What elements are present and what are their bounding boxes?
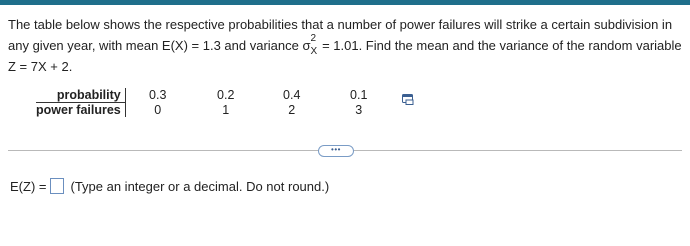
problem-line-1: The table below shows the respective probabilities that a number of power failures will strike a certain subdivision in — [8, 17, 673, 32]
answer-hint: (Type an integer or a decimal. Do not round.) — [70, 178, 330, 194]
table-cell: 0.1 — [350, 88, 368, 103]
expand-more-button[interactable] — [318, 145, 354, 157]
table-cell: 3 — [355, 102, 363, 117]
ellipsis-icon: ••• — [331, 144, 341, 154]
table-cell: 0 — [154, 102, 162, 117]
variance-symbol — [302, 33, 318, 57]
copy-table-icon[interactable] — [402, 92, 414, 104]
table-cell: 2 — [288, 102, 296, 117]
sigma-superscript: 2 — [310, 33, 317, 44]
row-label-probability: probability — [36, 88, 125, 103]
problem-line-2a: any given year, with mean E(X) = 1.3 and variance — [8, 38, 303, 53]
problem-line-3: Z = 7X + 2. — [8, 59, 73, 74]
table-cell: 0.2 — [217, 88, 235, 103]
problem-statement — [8, 14, 684, 77]
row-label-failures: power failures — [36, 103, 125, 118]
table-cell: 0.4 — [283, 88, 301, 103]
top-accent-bar — [0, 0, 690, 5]
problem-line-2 — [8, 35, 684, 56]
problem-line-2b: = 1.01. Find the mean and the variance of the random variable — [318, 38, 682, 53]
sigma-subscript: X — [310, 46, 318, 57]
table-cell: 0.3 — [149, 88, 167, 103]
answer-label: E(Z) = — [10, 178, 47, 194]
sigma-symbol: σ — [302, 38, 311, 53]
ez-answer-input[interactable] — [50, 178, 64, 194]
table-cell: 1 — [222, 102, 230, 117]
answer-row — [10, 178, 329, 194]
